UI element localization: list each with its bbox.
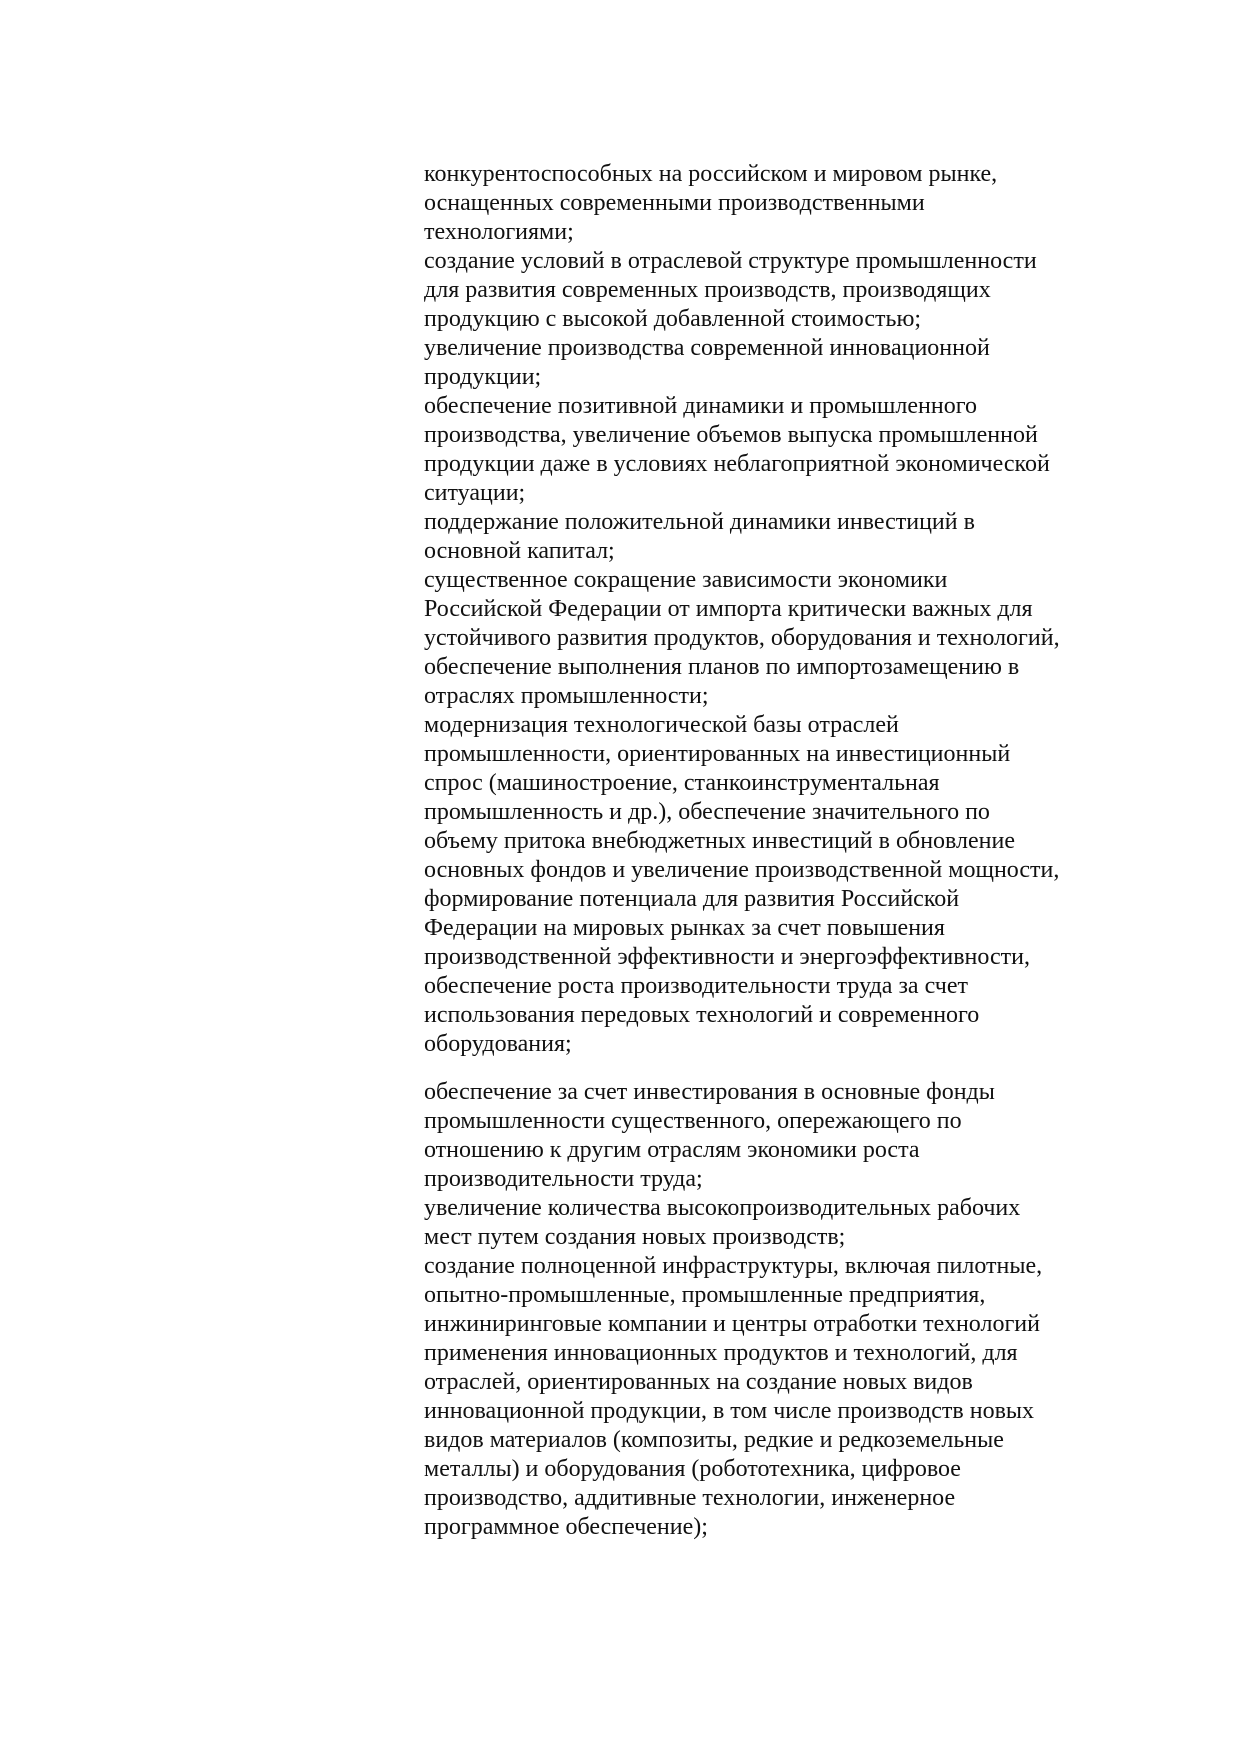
paragraph: обеспечение за счет инвестирования в основные фонды промышленности существенного, опережающего по отношению к другим отраслям экономики роста производительности труда; (424, 1079, 995, 1192)
paragraph: создание полноценной инфраструктуры, включая пилотные, опытно-промышленные, промышленные предприятия, инжиниринговые компании и центры отработки технологий применения инновационных продуктов и технологий, для отраслей, ориентированных на создание новых видов инновационной продукции, в том числе производств новых видов материалов (композиты, редкие и редкоземельные металлы) и оборудования (робототехника, цифровое производство, аддитивные технологии, инженерное программное обеспечение); (424, 1253, 1043, 1540)
paragraph: конкурентоспособных на российском и мировом рынке, оснащенных современными производственными технологиями; (424, 161, 998, 245)
paragraph: модернизация технологической базы отраслей промышленности, ориентированных на инвестиционный спрос (машиностроение, станкоинструментальная промышленность и др.), обеспечение значительного по объему притока внебюджетных инвестиций в обновление основных фондов и увеличение производственной мощности, формирование потенциала для развития Российской Федерации на мировых рынках за счет повышения производственной эффективности и энергоэффективности, обеспечение роста производительности труда за счет использования передовых технологий и современного оборудования; (424, 712, 1060, 1057)
paragraph: существенное сокращение зависимости экономики Российской Федерации от импорта критически важных для устойчивого развития продуктов, оборудования и технологий, обеспечение выполнения планов по импортозамещению в отраслях промышленности; (424, 567, 1060, 709)
paragraph-gap (424, 1059, 1064, 1078)
paragraph: увеличение количества высокопроизводительных рабочих мест путем создания новых производств; (424, 1195, 1021, 1250)
paragraph: создание условий в отраслевой структуре промышленности для развития современных производств, производящих продукцию с высокой добавленной стоимостью; (424, 248, 1037, 332)
text-column (424, 160, 1064, 1542)
paragraph: обеспечение позитивной динамики и промышленного производства, увеличение объемов выпуска промышленной продукции даже в условиях неблагоприятной экономической ситуации; (424, 393, 1050, 506)
paragraph: поддержание положительной динамики инвестиций в основной капитал; (424, 509, 975, 564)
paragraph: увеличение производства современной инновационной продукции; (424, 335, 990, 390)
